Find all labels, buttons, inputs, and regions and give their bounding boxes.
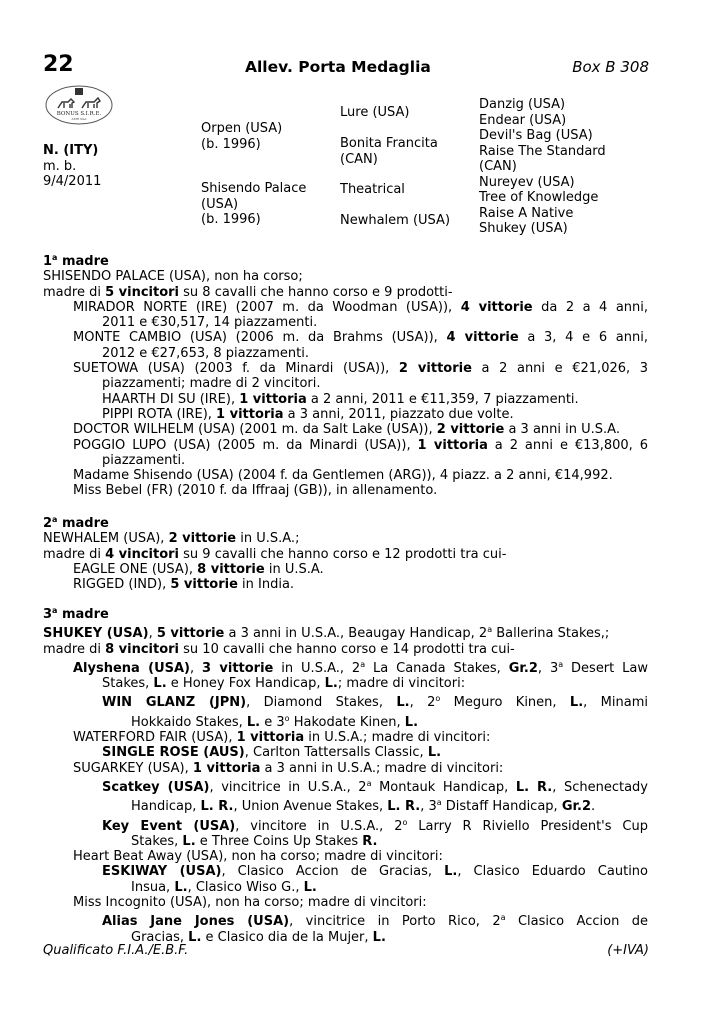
first-dam-section [43, 250, 648, 499]
list-item: Alias Jane Jones (USA), vincitrice in Porto Rico, 2$^a$ Clasico Accion de [102, 913, 648, 930]
list-item: Miss Bebel (FR) (2010 f. da Iffraaj (GB)), in allenamento. [73, 483, 438, 499]
foal-name: N. (ITY) [43, 143, 99, 158]
list-item: RIGGED (IND), 5 vittorie in India. [73, 577, 295, 593]
pedigree-fourth-generation: Danzig (USA) Endear (USA) Devil's Bag (USA) Raise The Standard (CAN) Nureyev (USA) Tree of Knowledge Raise A Native Shukey (USA) [479, 97, 606, 236]
list-item: HAARTH DI SU (IRE), 1 vittoria a 2 anni, 2011 e €11,359, 7 piazzamenti. [102, 391, 579, 407]
section-heading: 3$^a$ madre [43, 606, 109, 622]
list-item: DOCTOR WILHELM (USA) (2001 m. da Salt Lake (USA)), 2 vittorie a 3 anni in U.S.A. [73, 422, 620, 438]
consignor: Allev. Porta Medaglia [245, 58, 431, 76]
list-item: Key Event (USA), vincitore in U.S.A., 2$^o$ Larry R Riviello President's Cup [102, 817, 648, 834]
section-heading: 1$^a$ madre [43, 253, 109, 269]
box-number: Box B 308 [572, 58, 649, 76]
list-item: SINGLE ROSE (AUS), Carlton Tattersalls Classic, L. [102, 745, 442, 761]
list-item: 2011 e €30,517, 14 piazzamenti. [102, 315, 318, 331]
footer-vat: (+IVA) [607, 943, 649, 958]
pedigree-dam: Shisendo Palace (USA) (b. 1996) [201, 181, 307, 227]
list-item: piazzamenti. [102, 452, 186, 468]
list-item: NEWHALEM (USA), 2 vittorie in U.S.A.; [43, 531, 300, 547]
foal-info [43, 143, 101, 190]
list-item: MIRADOR NORTE (IRE) (2007 m. da Woodman (USA)), 4 vittorie da 2 a 4 anni, [73, 299, 649, 315]
list-item: Heart Beat Away (USA), non ha corso; madre di vincitori: [73, 849, 443, 865]
foal-dob: 9/4/2011 [43, 174, 102, 189]
pedigree-dam-sire: Theatrical [340, 182, 405, 197]
bonus-sire-logo [44, 84, 114, 126]
list-item: Gracias, L. e Clasico dia de la Mujer, L. [131, 929, 386, 945]
list-item: Scatkey (USA), vincitrice in U.S.A., 2$^a$ Montauk Handicap, L. R., Schenectady [102, 778, 649, 795]
list-item: ESKIWAY (USA), Clasico Accion de Gracias, L., Clasico Eduardo Cautino [102, 864, 648, 880]
list-item: Miss Incognito (USA), non ha corso; madre di vincitori: [73, 895, 427, 911]
list-item: Handicap, L. R., Union Avenue Stakes, L. R., 3$^a$ Distaff Handicap, Gr.2. [131, 798, 596, 815]
list-item: madre di 8 vincitori su 10 cavalli che hanno corso e 14 prodotti tra cui- [43, 641, 515, 657]
list-item: Stakes, L. e Honey Fox Handicap, L.; madre di vincitori: [102, 676, 466, 692]
list-item: Stakes, L. e Three Coins Up Stakes R. [131, 833, 378, 849]
list-item: Hokkaido Stakes, L. e 3$^o$ Hakodate Kinen, L. [131, 713, 419, 730]
list-item: SUGARKEY (USA), 1 vittoria a 3 anni in U.S.A.; madre di vincitori: [73, 760, 504, 776]
list-item: SHUKEY (USA), 5 vittorie a 3 anni in U.S.A., Beaugay Handicap, 2$^a$ Ballerina Stakes,; [43, 625, 610, 642]
svg-text:BONUS S.I.R.E.: BONUS S.I.R.E. [56, 111, 102, 117]
list-item: piazzamenti; madre di 2 vincitori. [102, 376, 321, 392]
section-heading: 2$^a$ madre [43, 515, 109, 531]
pedigree-sire-sire: Lure (USA) [340, 105, 410, 120]
list-item: SHISENDO PALACE (USA), non ha corso; [43, 269, 303, 285]
list-item: PIPPI ROTA (IRE), 1 vittoria a 3 anni, 2011, piazzato due volte. [102, 406, 514, 422]
list-item: 2012 e €27,653, 8 piazzamenti. [102, 345, 309, 361]
list-item: EAGLE ONE (USA), 8 vittorie in U.S.A. [73, 561, 324, 577]
pedigree-sire-dam: Bonita Francita (CAN) [340, 136, 438, 167]
list-item: madre di 5 vincitori su 8 cavalli che hanno corso e 9 prodotti- [43, 284, 453, 300]
list-item: SUETOWA (USA) (2003 f. da Minardi (USA)), 2 vittorie a 2 anni e €21,026, 3 [73, 361, 649, 377]
third-dam-section [43, 603, 648, 945]
pedigree-sire: Orpen (USA) (b. 1996) [201, 121, 283, 152]
second-dam-section [43, 512, 506, 592]
list-item: WIN GLANZ (JPN), Diamond Stakes, L., 2$^o$ Meguro Kinen, L., Minami [102, 694, 648, 711]
list-item: Alyshena (USA), 3 vittorie in U.S.A., 2$^a$ La Canada Stakes, Gr.2, 3$^a$ Desert Law [73, 659, 649, 676]
lot-number: 22 [43, 52, 74, 77]
list-item: madre di 4 vincitori su 9 cavalli che hanno corso e 12 prodotti tra cui- [43, 546, 507, 562]
list-item: POGGIO LUPO (USA) (2005 m. da Minardi (USA)), 1 vittoria a 2 anni e €13,800, 6 [73, 437, 648, 453]
foal-sex: m. b. [43, 158, 77, 174]
list-item: Insua, L., Clasico Wiso G., L. [131, 879, 317, 895]
svg-text:ASTE SGA: ASTE SGA [71, 117, 87, 121]
pedigree-dam-dam: Newhalem (USA) [340, 213, 451, 228]
footer-qualification: Qualificato F.I.A./E.B.F. [43, 943, 189, 958]
list-item: MONTE CAMBIO (USA) (2006 m. da Brahms (USA)), 4 vittorie a 3, 4 e 6 anni, [73, 330, 648, 346]
list-item: WATERFORD FAIR (USA), 1 vittoria in U.S.A.; madre di vincitori: [73, 730, 491, 746]
list-item: Madame Shisendo (USA) (2004 f. da Gentlemen (ARG)), 4 piazz. a 2 anni, €14,992. [73, 468, 613, 484]
